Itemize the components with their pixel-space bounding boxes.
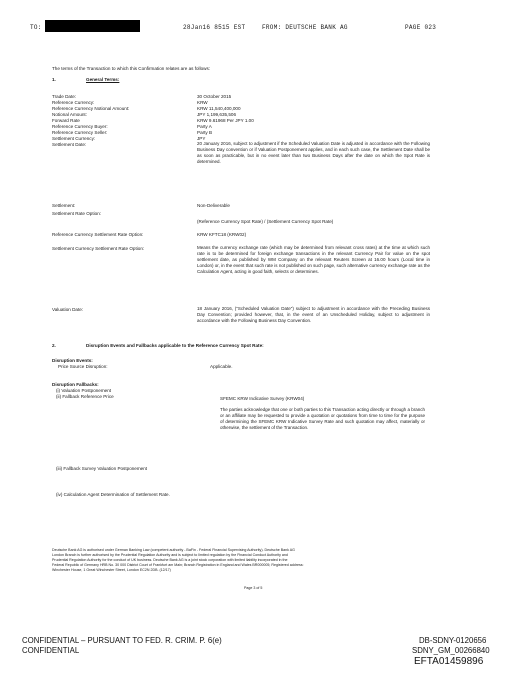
efta-number: EFTA01459896 bbox=[414, 656, 484, 667]
confidential-stamp-line-2: CONFIDENTIAL bbox=[22, 646, 80, 655]
fallback-survey-valuation-postponement: (iii) Fallback Survey Valuation Postponement bbox=[56, 466, 148, 471]
value-forward-rate: KRW 9.61968 Per JPY 1.00 bbox=[197, 118, 254, 123]
label-settlement-currency-rate-option: Settlement Currency Settlement Rate Option: bbox=[52, 246, 145, 251]
fallback-valuation-postponement: (i) Valuation Postponement bbox=[56, 388, 112, 393]
label-price-source-disruption: Price Source Disruption: bbox=[58, 364, 108, 369]
footer-line: Winchester House, 1 Great Winchester Street, London EC2N 2DB. (12/17) bbox=[52, 568, 171, 572]
value-price-source-disruption: Applicable. bbox=[210, 364, 233, 369]
label-notional-amount: Notional Amount: bbox=[52, 112, 87, 117]
value-settlement-currency-rate-option: Means the currency exchange rate (which may be determined from relevant cross rates) at the time at which such rate is to be determined for foreign exchange transactions in the relevant Currency Pair for value on the spot settlement date, as published by WM Company on the relevant Reuters Screen at 16.00 hours (Local time in London) or, in the event that such rate is not published on such page, such alternative currency exchange rate as the Calculation Agent, acting in good faith, selects or determines. bbox=[197, 245, 430, 274]
footer-line: Prudential Regulation Authority for the conduct of UK business. Deutsche Bank AG is a joint stock corporation with limited liability incorporated in the bbox=[52, 558, 288, 562]
section-1-heading: General Terms: bbox=[86, 77, 120, 82]
redaction-bar bbox=[45, 20, 140, 32]
value-reference-seller: Party B bbox=[197, 130, 213, 135]
section-2-heading: Disruption Events and Fallbacks applicable to the Reference Currency Spot Rate: bbox=[86, 343, 264, 348]
bates-number-sdny: SDNY_GM_00266840 bbox=[412, 646, 490, 655]
value-settlement-rate-option: (Reference Currency Spot Rate) / (Settlement Currency Spot Rate) bbox=[197, 219, 334, 224]
label-trade-date: Trade Date: bbox=[52, 94, 77, 99]
label-reference-notional: Reference Currency Notional Amount: bbox=[52, 106, 130, 111]
value-reference-buyer: Party A bbox=[197, 124, 212, 129]
disruption-events-heading: Disruption Events: bbox=[52, 358, 93, 363]
fax-page: PAGE 023 bbox=[405, 24, 437, 31]
section-2-number: 2. bbox=[52, 343, 56, 348]
value-valuation-date: 18 January 2016, ("Scheduled Valuation Date") subject to adjustment in accordance with the Preceding Business Day Convention; provided however, that, in the event of an Unscheduled Holiday, subject to adjustment in accordance with the Following Business Day Convention. bbox=[197, 306, 430, 323]
footer-line: London Branch is further authorised by the Prudential Regulation Authority and is subject to limited regulation by the Financial Conduct Authority and bbox=[52, 553, 288, 557]
footer-line: Deutsche Bank AG is authorised under German Banking Law (competent authority - BaFin - Federal Financial Supervising Authority). Deutsche Bank AG bbox=[52, 548, 295, 552]
value-reference-currency-rate-option: KRW KFTC18 (KRW02) bbox=[197, 232, 247, 237]
value-settlement-currency: JPY bbox=[197, 136, 206, 141]
survey-text: The parties acknowledge that one or both parties to this Transaction acting directly or through a branch or an affiliate may be requested to provide a quotation or quotations from time to time for the purpose of determining the SFEMC KRW Indicative Survey Rate and such quotation may affect, materially or otherwise, the settlement of the Transaction. bbox=[220, 407, 425, 430]
value-notional-amount: JPY 1,199,635,506 bbox=[197, 112, 236, 117]
survey-title: SFEMC KRW Indicative Survey (KRW04) bbox=[220, 396, 305, 401]
label-reference-seller: Reference Currency Seller: bbox=[52, 130, 108, 135]
bates-number-db: DB-SDNY-0120656 bbox=[419, 636, 487, 645]
fax-date-time: 28Jan16 8515 EST bbox=[183, 24, 246, 31]
disruption-fallbacks-heading: Disruption Fallbacks: bbox=[52, 382, 99, 387]
section-1-number: 1. bbox=[52, 77, 56, 82]
label-settlement: Settlement: bbox=[52, 203, 76, 208]
label-reference-currency: Reference Currency: bbox=[52, 100, 95, 105]
label-reference-currency-rate-option: Reference Currency Settlement Rate Option: bbox=[52, 232, 144, 237]
value-settlement-date: 20 January 2016, subject to adjustment if the Scheduled Valuation Date is adjusted in accordance with the Following Business Day convention or if Valuation Postponement applies, and in each such case, the Settlement Date shall be as soon as practicable, but in no event later than two Business Days after the date on which the Spot Rate is determined. bbox=[197, 141, 430, 164]
fallback-reference-price: (ii) Fallback Reference Price bbox=[56, 394, 114, 399]
label-forward-rate: Forward Rate bbox=[52, 118, 80, 123]
label-reference-buyer: Reference Currency Buyer: bbox=[52, 124, 108, 129]
label-settlement-currency: Settlement Currency: bbox=[52, 136, 96, 141]
page-number: Page 3 of 5 bbox=[244, 586, 263, 590]
confidential-stamp-line-1: CONFIDENTIAL – PURSUANT TO FED. R. CRIM. P. 6(e) bbox=[22, 636, 222, 645]
label-settlement-rate-option: Settlement Rate Option: bbox=[52, 211, 102, 216]
value-settlement: Non-Deliverable bbox=[197, 203, 230, 208]
label-valuation-date: Valuation Date: bbox=[52, 307, 84, 312]
intro-text: The terms of the Transaction to which this Confirmation relates are as follows: bbox=[52, 66, 211, 71]
fax-from: FROM: DEUTSCHE BANK AG bbox=[262, 24, 348, 31]
fax-to-label: TO: bbox=[30, 24, 42, 31]
value-reference-notional: KRW 11,540,400,000 bbox=[197, 106, 241, 111]
fallback-calculation-agent: (iv) Calculation Agent Determination of Settlement Rate. bbox=[56, 492, 170, 497]
label-settlement-date: Settlement Date: bbox=[52, 142, 87, 147]
value-reference-currency: KRW bbox=[197, 100, 208, 105]
value-trade-date: 30 October 2015 bbox=[197, 94, 232, 99]
footer-line: Federal Republic of Germany HRB No. 30 000 District Court of Frankfurt am Main; Branch Registration in England and Wales BR000005; Registered address: bbox=[52, 563, 304, 567]
